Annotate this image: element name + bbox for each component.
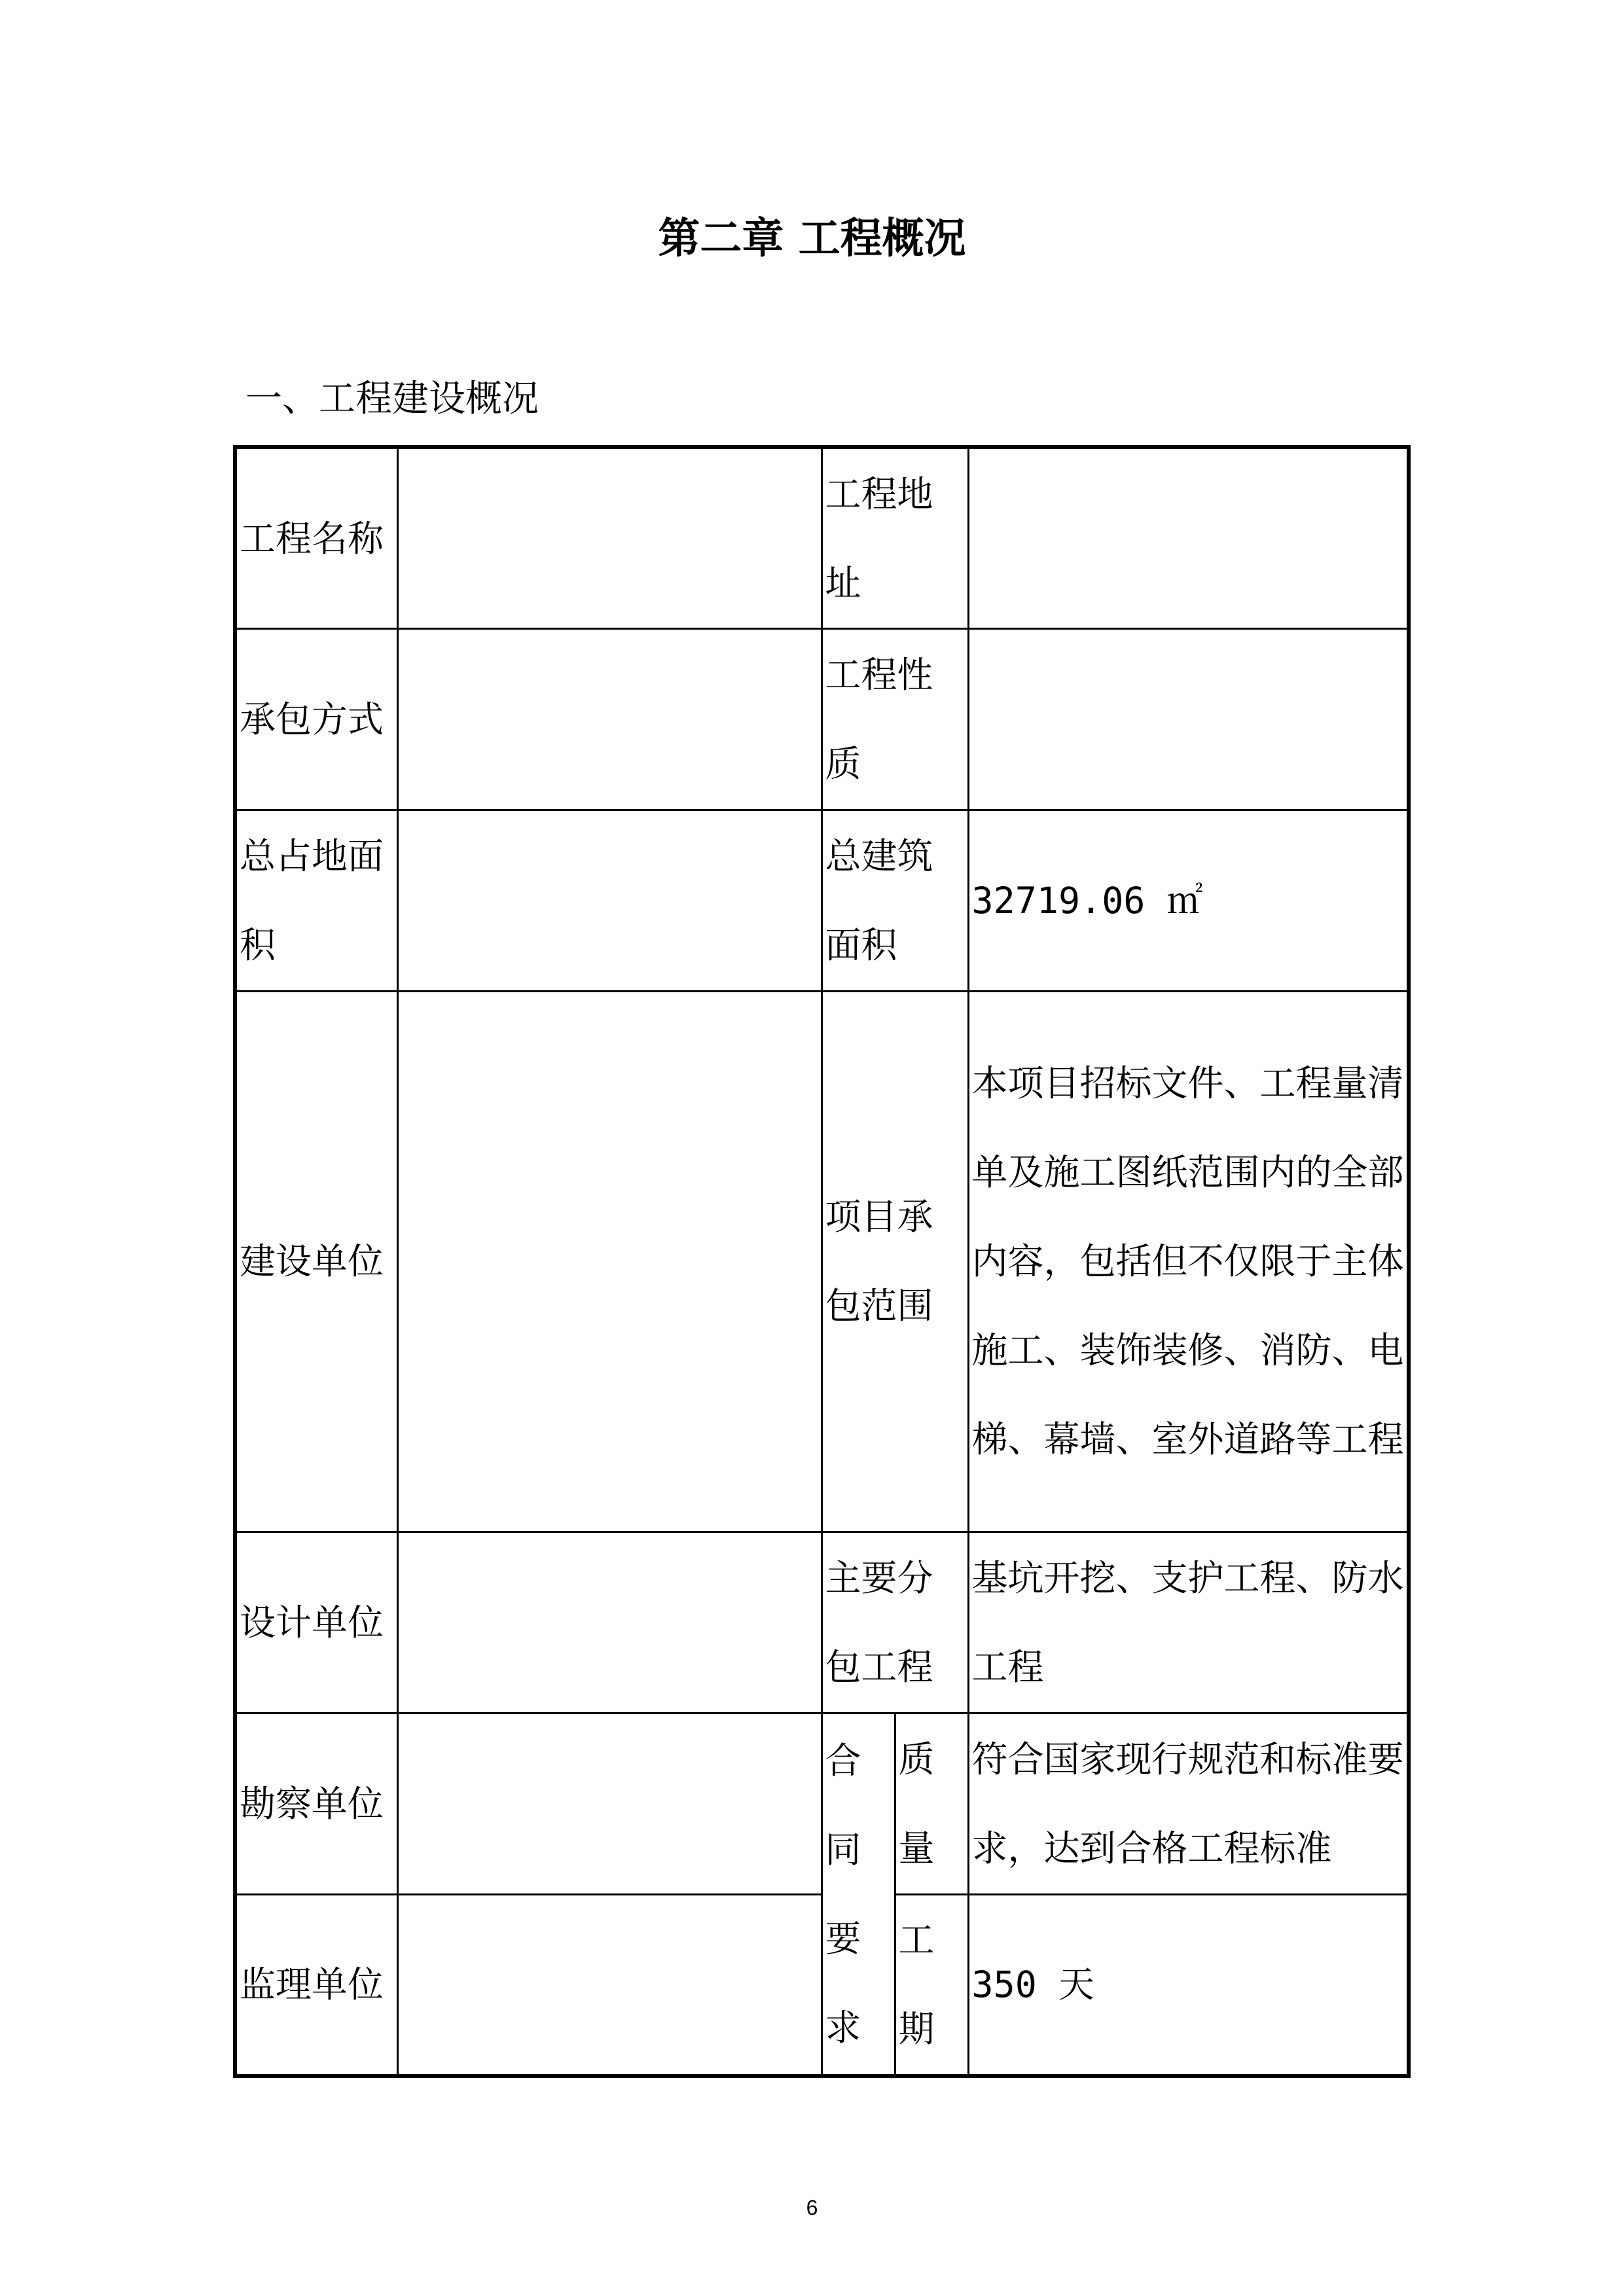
project-address-value: [968, 447, 1409, 629]
supervisor-label: 监理单位: [235, 1894, 397, 2076]
table-row: [235, 810, 1409, 992]
project-name-value: [397, 447, 821, 629]
table-row: [235, 992, 1409, 1532]
building-area-label: 总建筑面积: [821, 810, 968, 992]
page-number: 6: [806, 2196, 818, 2219]
section-heading: 一、工程建设概况: [245, 378, 539, 420]
owner-value: [397, 992, 821, 1532]
quality-label: 质量: [895, 1713, 968, 1894]
project-address-label: 工程地址: [821, 447, 968, 629]
supervisor-value: [397, 1894, 821, 2076]
table-row: [235, 1532, 1409, 1713]
project-nature-value: [968, 629, 1409, 810]
contract-method-value: [397, 629, 821, 810]
subcontract-value: 基坑开挖、支护工程、防水工程: [968, 1532, 1409, 1713]
chapter-title: 第二章 工程概况: [658, 215, 966, 263]
contract-method-label: 承包方式: [235, 629, 397, 810]
survey-value: [397, 1713, 821, 1894]
scope-label: 项目承包范围: [821, 992, 968, 1532]
owner-label: 建设单位: [235, 992, 397, 1532]
table-row: [235, 629, 1409, 810]
contract-requirements-label: 合同要求: [821, 1713, 895, 2076]
designer-label: 设计单位: [235, 1532, 397, 1713]
land-area-label: 总占地面积: [235, 810, 397, 992]
designer-value: [397, 1532, 821, 1713]
quality-value: 符合国家现行规范和标准要求，达到合格工程标准: [968, 1713, 1409, 1894]
project-overview-table: [233, 445, 1411, 2078]
land-area-value: [397, 810, 821, 992]
building-area-value: 32719.06 ㎡: [968, 810, 1409, 992]
survey-label: 勘察单位: [235, 1713, 397, 1894]
duration-value: 350 天: [968, 1894, 1409, 2076]
duration-label: 工期: [895, 1894, 968, 2076]
project-name-label: 工程名称: [235, 447, 397, 629]
subcontract-label: 主要分包工程: [821, 1532, 968, 1713]
table-row: [235, 1713, 1409, 1894]
scope-value: 本项目招标文件、工程量清单及施工图纸范围内的全部内容，包括但不仅限于主体施工、装饰装修、消防、电梯、幕墙、室外道路等工程: [968, 992, 1409, 1532]
project-nature-label: 工程性质: [821, 629, 968, 810]
table-row: [235, 447, 1409, 629]
